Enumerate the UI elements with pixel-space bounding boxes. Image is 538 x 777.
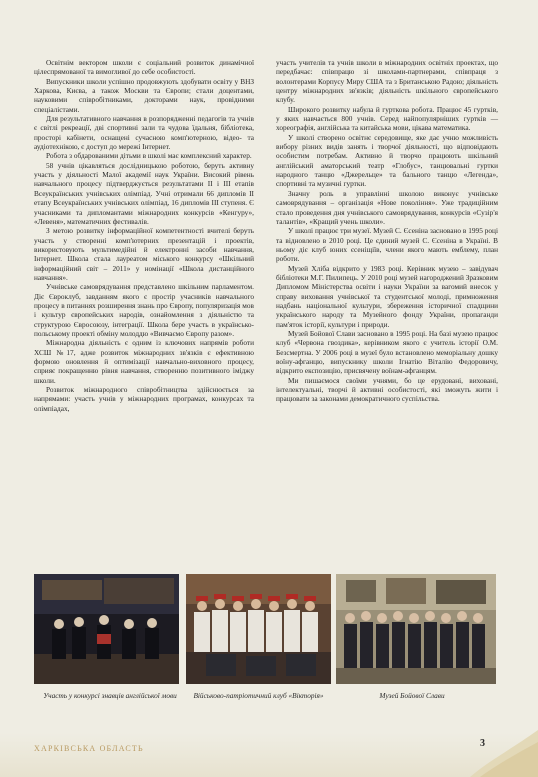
paragraph: Музей Бойової Слави засновано в 1995 році. На базі музею працює клуб «Червона гвоздика», керівником якого є учитель історії О.М. Безсмертна. У 2006 році в музеї було встановлено меморіальну дошку воїну-афганцю, випускнику школи Ігнатію Віталію Федоровичу, відкрито експозицію, присвячену воїнам-афганцям. <box>276 328 498 376</box>
footer-band <box>0 733 538 777</box>
page-number: 3 <box>480 738 485 749</box>
left-text-column <box>34 58 254 413</box>
photo-caption: Музей Бойової Слави <box>379 691 445 700</box>
paragraph: У школі створено освітнє середовище, яке дає учню можливість вибору різних видів занять і творчої діяльності, що відповідають особистим потребам. Активно й творчо працюють шкільний англійський аматорський театр «Глобус», танцювальні гуртки народного танцю «Джерельце» та бального танцю «Легенда», спортивні та музичні гуртки. <box>276 132 498 189</box>
paragraph: Міжнародна діяльність є одним із ключових напрямів роботи ХСШ №17, адже розвиток міжнародних зв'язків є ефективною формою оновлення й оптимізації навчально-виховного процесу, сприяє покращенню рівня навчання, створенню позитивного іміджу школи. <box>34 338 254 385</box>
region-label: ХАРКІВСЬКА ОБЛАСТЬ <box>34 744 144 753</box>
paragraph: Випускники школи успішно продовжують здобувати освіту у ВНЗ Харкова, Києва, а також Москви та Європи; стали доцентами, науковими співробітниками, докторами наук, провідними спеціалістами. <box>34 76 254 114</box>
paragraph: Учнівське самоврядування представлено шкільним парламентом. Діє Євроклуб, завданням якого є простір учасників навчального процесу в питаннях розширення знань про Європу, популяризація мов і культур європейських народів, ознайомлення з діяльністю та структурою Євросоюзу, інтеграції. Школа бере участь в українсько-польському проекті обміну молоддю «Вивчаємо Європу разом». <box>34 282 254 338</box>
paragraph: Музей Хліба відкрито у 1983 році. Керівник музею – завідувач бібліотеки М.Г. Пилипець. У 2010 році музей нагороджений Зразковим Дипломом Міністерства освіти і науки України за вагомий внесок у справу виховання учнівської та студентської молоді, примноження надбань національної культури, збереження історичної спадщини українського народу та Музейного фонду України, пропаганди пам'яток історії, культури і природи. <box>276 263 498 329</box>
paragraph: Для результативного навчання в розпорядженні педагогів та учнів є світлі рекреації, дві спортивні зали та чудова їдальня, бібліотека, просторі кабінети, оснащені сучасною комп'ютерною, відео- та аудіотехнікою, є доступ до мережі Інтернет. <box>34 114 254 152</box>
photo-caption: Військово-патріотичний клуб «Вікторія» <box>193 691 324 700</box>
photo-strip <box>34 574 504 684</box>
paragraph: 58 учнів цікавляться дослідницькою роботою, беруть активну участь у діяльності Малої академії наук України. Високий рівень навчального процесу підтверджується результатами II і III етапів Всеукраїнських учнівських олімпіад. Учні отримали 66 дипломів II етапу Всеукраїнських учнівських олімпіад, 16 дипломів III ступеня. Є учасниками та дипломантами міжнародних конкурсів «Кенгуру», «Левеня», математичних фестивалів. <box>34 160 254 226</box>
photo-museum-group <box>336 574 496 684</box>
paragraph: Робота з обдарованими дітьми в школі має комплексний характер. <box>46 151 252 161</box>
photo-caption: Участь у конкурсі знавців англійської мови <box>43 691 177 700</box>
photo-stage-performance <box>34 574 179 684</box>
paragraph: участь учителів та учнів школи в міжнародних освітніх проектах, що передбачає: співпрацю зі школами-партнерами, співпраця з волонтерами Корпусу Миру США та з Британською Радою; діяльність центру міжнародних зв'язків; діяльність шкільного європейського клубу. <box>276 58 498 105</box>
paragraph: Розвиток міжнародного співробітництва здійснюється за напрямами: участь учнів у міжнародних програмах, конкурсах та олімпіадах, <box>34 385 254 413</box>
paragraph: З метою розвитку інформаційної компетентності вчителі беруть участь у створенні комп'ютерних презентацій і проектів, використовують мультимедійні й електронні засоби навчання, Інтернет. Школа стала лауреатом міського конкурсу «Шкільний інформаційний світ – 2011» у номінації «Школа дистанційного навчання». <box>34 226 254 282</box>
right-text-column <box>276 58 498 404</box>
paragraph: Ми пишаємося своїми учнями, бо це ерудовані, виховані, інтелектуальні, творчі й активні особистості, які зможуть жити і працювати за законами демократичного суспільства. <box>276 375 498 404</box>
paragraph: Освітнім вектором школи є соціальний розвиток динамічної цілеспрямованої та вимогливої до себе особистості. <box>34 58 254 77</box>
paragraph: Значну роль в управлінні школою виконує учнівське самоврядування – організація «Нове покоління». Уже традиційним стало проведення дня учнівського самоврядування, конкурсів «Сузір'я талантів», «Кращий учень школи». <box>276 188 498 226</box>
photo-military-club <box>186 574 331 684</box>
paragraph: У школі працює три музеї. Музей С. Єсеніна засновано в 1995 році та відновлено в 2010 році. Це єдиний музей С. Єсеніна в Україні. В ньому діє клуб юних єсеніщіїв, члени якого мають емблему, план роботи. <box>276 226 498 264</box>
paragraph: Широкого розвитку набула й гурткова робота. Працює 45 гуртків, у яких навчається 800 учнів. Серед найпопулярніших гуртків — хореографія, англійська та китайська мови, цікава математика. <box>276 104 498 133</box>
